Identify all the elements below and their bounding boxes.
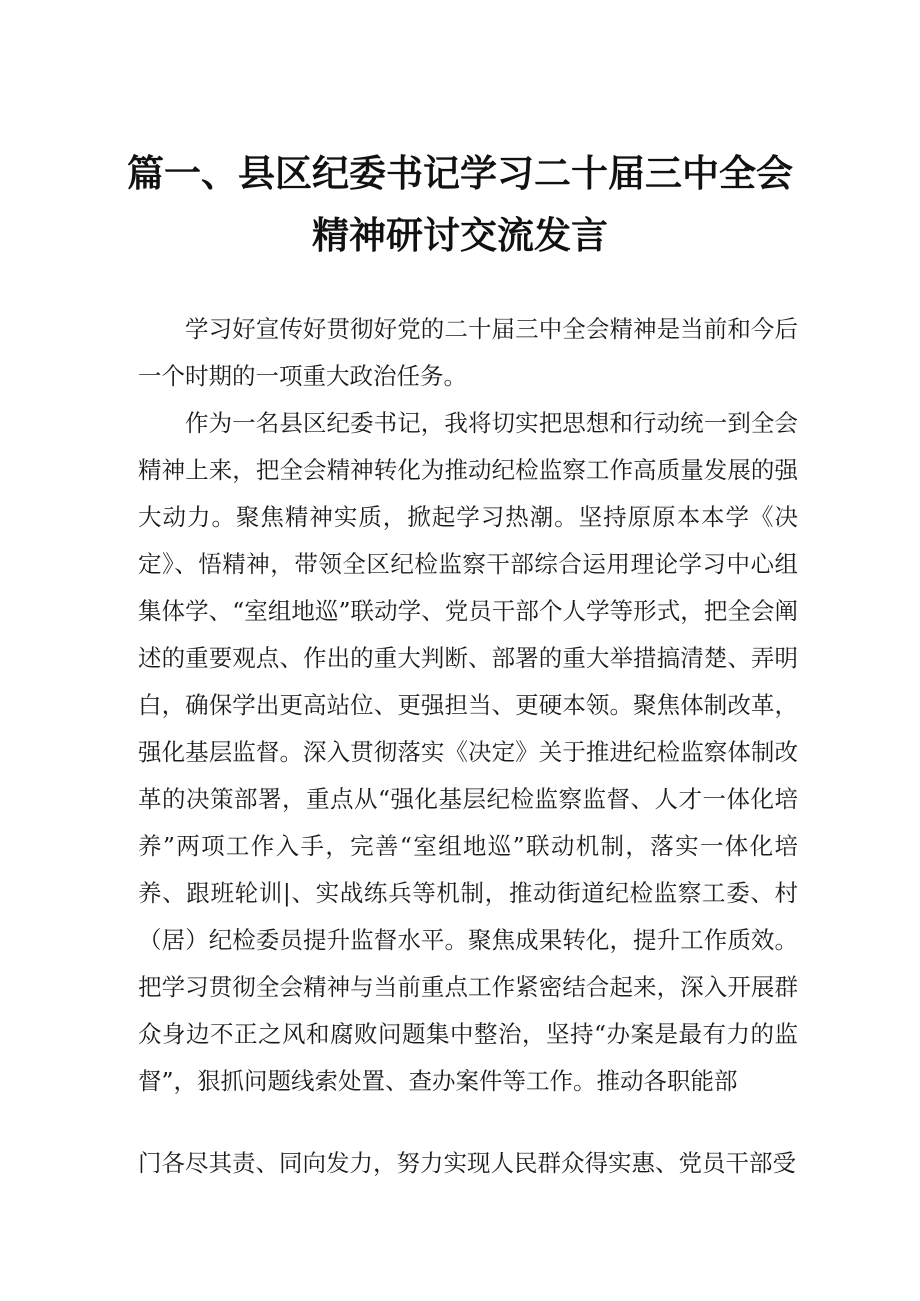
paragraph-2 xyxy=(138,400,798,1105)
paragraph-text: 门各尽其责、同向发力，努力实现人民群众得实惠、党员干部受 xyxy=(138,1149,796,1177)
paragraph-1 xyxy=(138,306,798,400)
paragraph-text: 学习好宣传好贯彻好党的二十届三中全会精神是当前和今后一个时期的一项重大政治任务。 xyxy=(138,315,798,390)
paragraph-3 xyxy=(138,1140,798,1187)
paragraph-text: 作为一名县区纪委书记，我将切实把思想和行动统一到全会精神上来，把全会精神转化为推动纪检监察工作高质量发展的强大动力。聚焦精神实质，掀起学习热潮。坚持原原本本学《决定》、悟精神，带领全区纪检监察干部综合运用理论学习中心组集体学、“室组地巡”联动学、党员干部个人学等形式，把全会阐述的重要观点、作出的重大判断、部署的重大举措搞清楚、弄明白，确保学出更高站位、更强担当、更硬本领。聚焦体制改革，强化基层监督。深入贯彻落实《决定》关于推进纪检监察体制改革的决策部署，重点从“强化基层纪检监察监督、人才一体化培养”两项工作入手，完善“室组地巡”联动机制，落实一体化培养、跟班轮训|、实战练兵等机制，推动街道纪检监察工委、村（居）纪检委员提升监督水平。聚焦成果转化，提升工作质效。把学习贯彻全会精神与当前重点工作紧密结合起来，深入开展群众身边不正之风和腐败问题集中整治，坚持“办案是最有力的监督”，狠抓问题线索处置、查办案件等工作。推动各职能部 xyxy=(138,409,798,1095)
document-title: 篇一、县区纪委书记学习二十届三中全会精神研讨交流发言 xyxy=(127,152,793,257)
